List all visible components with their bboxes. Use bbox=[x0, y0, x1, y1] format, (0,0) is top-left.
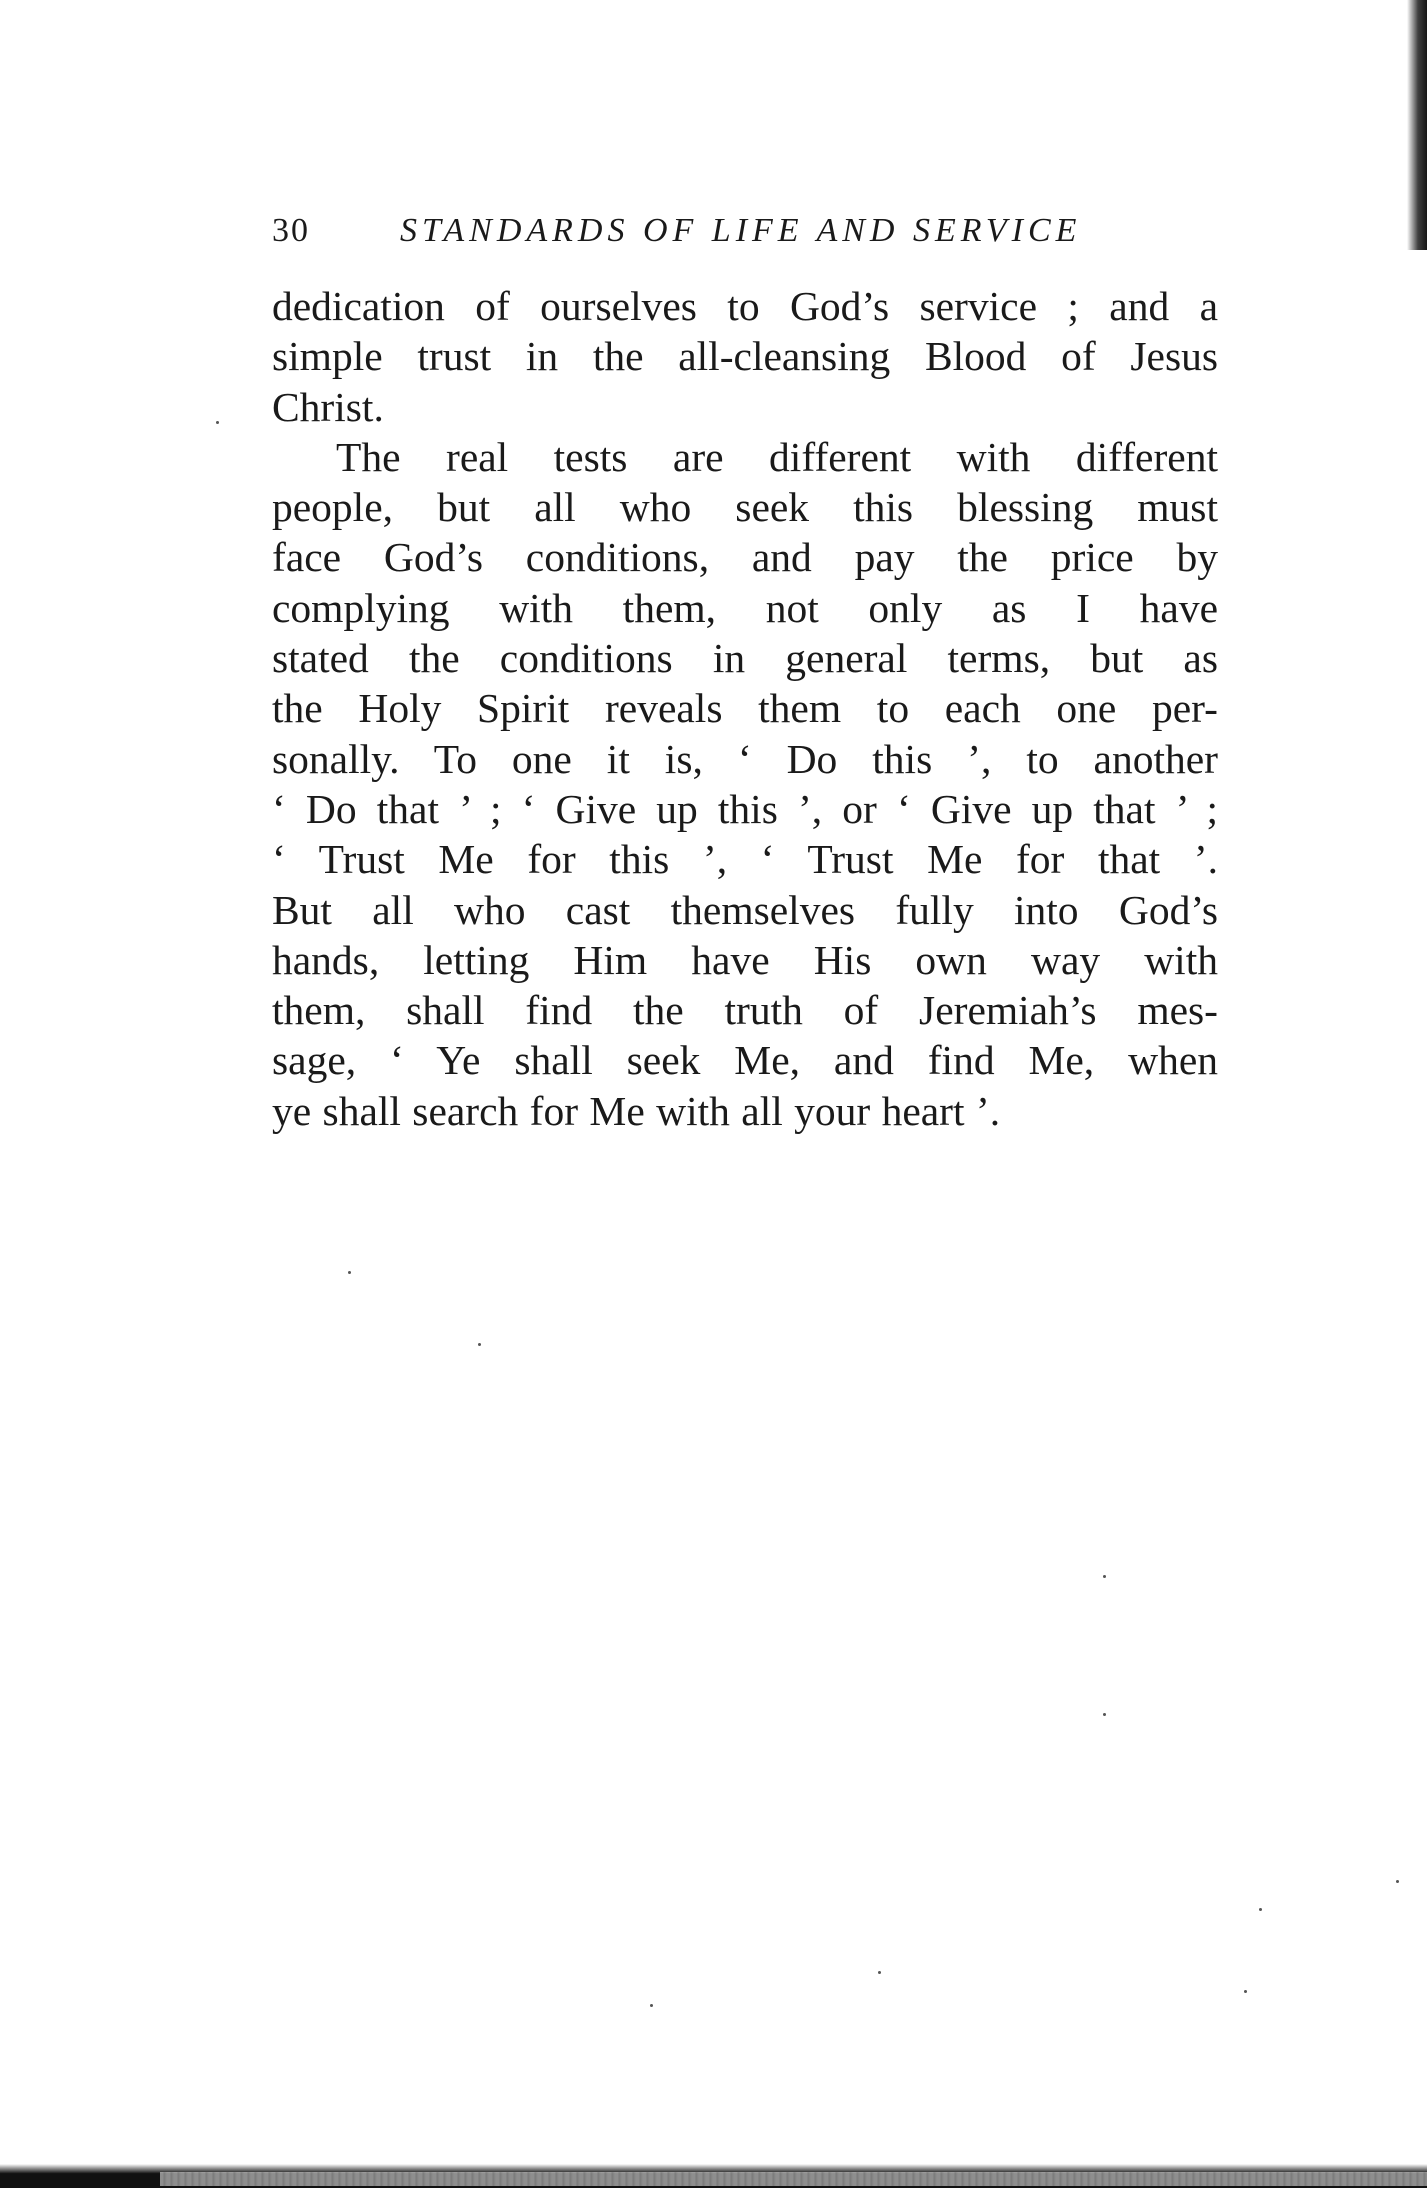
body-text bbox=[272, 281, 1218, 1136]
scan-speck bbox=[1244, 1990, 1247, 1993]
text-line: sage, ‘ Ye shall seek Me, and find Me, when bbox=[272, 1037, 1218, 1084]
scan-speck bbox=[1259, 1908, 1262, 1911]
text-line: ‘ Trust Me for this ’, ‘ Trust Me for that ’. bbox=[272, 836, 1218, 883]
text-line: face God’s conditions, and pay the price by bbox=[272, 534, 1218, 581]
text-line: Christ. bbox=[272, 383, 384, 430]
text-line: But all who cast themselves fully into God’s bbox=[272, 886, 1218, 933]
page-number: 30 bbox=[272, 212, 310, 249]
text-line: them, shall find the truth of Jeremiah’s mes- bbox=[272, 987, 1218, 1034]
text-line: sonally. To one it is, ‘ Do this ’, to another bbox=[272, 735, 1218, 782]
scan-speck bbox=[650, 2004, 653, 2007]
book-title: STANDARDS OF LIFE AND SERVICE bbox=[400, 212, 1082, 249]
bottom-scan-texture bbox=[160, 2172, 1427, 2186]
text-line: ye shall search for Me with all your heart ’. bbox=[272, 1087, 1001, 1134]
text-line: stated the conditions in general terms, but as bbox=[272, 635, 1218, 682]
scan-speck bbox=[478, 1343, 481, 1346]
scan-speck bbox=[216, 421, 219, 424]
text-line: the Holy Spirit reveals them to each one per- bbox=[272, 685, 1218, 732]
scan-speck bbox=[1103, 1575, 1106, 1578]
text-line: hands, letting Him have His own way with bbox=[272, 936, 1218, 983]
text-line: complying with them, not only as I have bbox=[272, 584, 1218, 631]
text-line: dedication of ourselves to God’s service ; and a bbox=[272, 283, 1218, 329]
binding-shadow bbox=[1407, 0, 1427, 250]
scan-speck bbox=[348, 1271, 351, 1274]
paragraph-2 bbox=[272, 432, 1218, 1136]
scan-speck bbox=[1396, 1880, 1399, 1883]
text-line: ‘ Do that ’ ; ‘ Give up this ’, or ‘ Give up that ’ ; bbox=[272, 785, 1218, 832]
text-line: simple trust in the all-cleansing Blood of Jesus bbox=[272, 333, 1218, 380]
paragraph-1 bbox=[272, 281, 1218, 432]
running-head bbox=[272, 206, 1232, 256]
scan-speck bbox=[1103, 1713, 1106, 1716]
text-line: The real tests are different with different bbox=[336, 433, 1218, 480]
text-line: people, but all who seek this blessing must bbox=[272, 484, 1218, 531]
scan-speck bbox=[878, 1971, 881, 1974]
